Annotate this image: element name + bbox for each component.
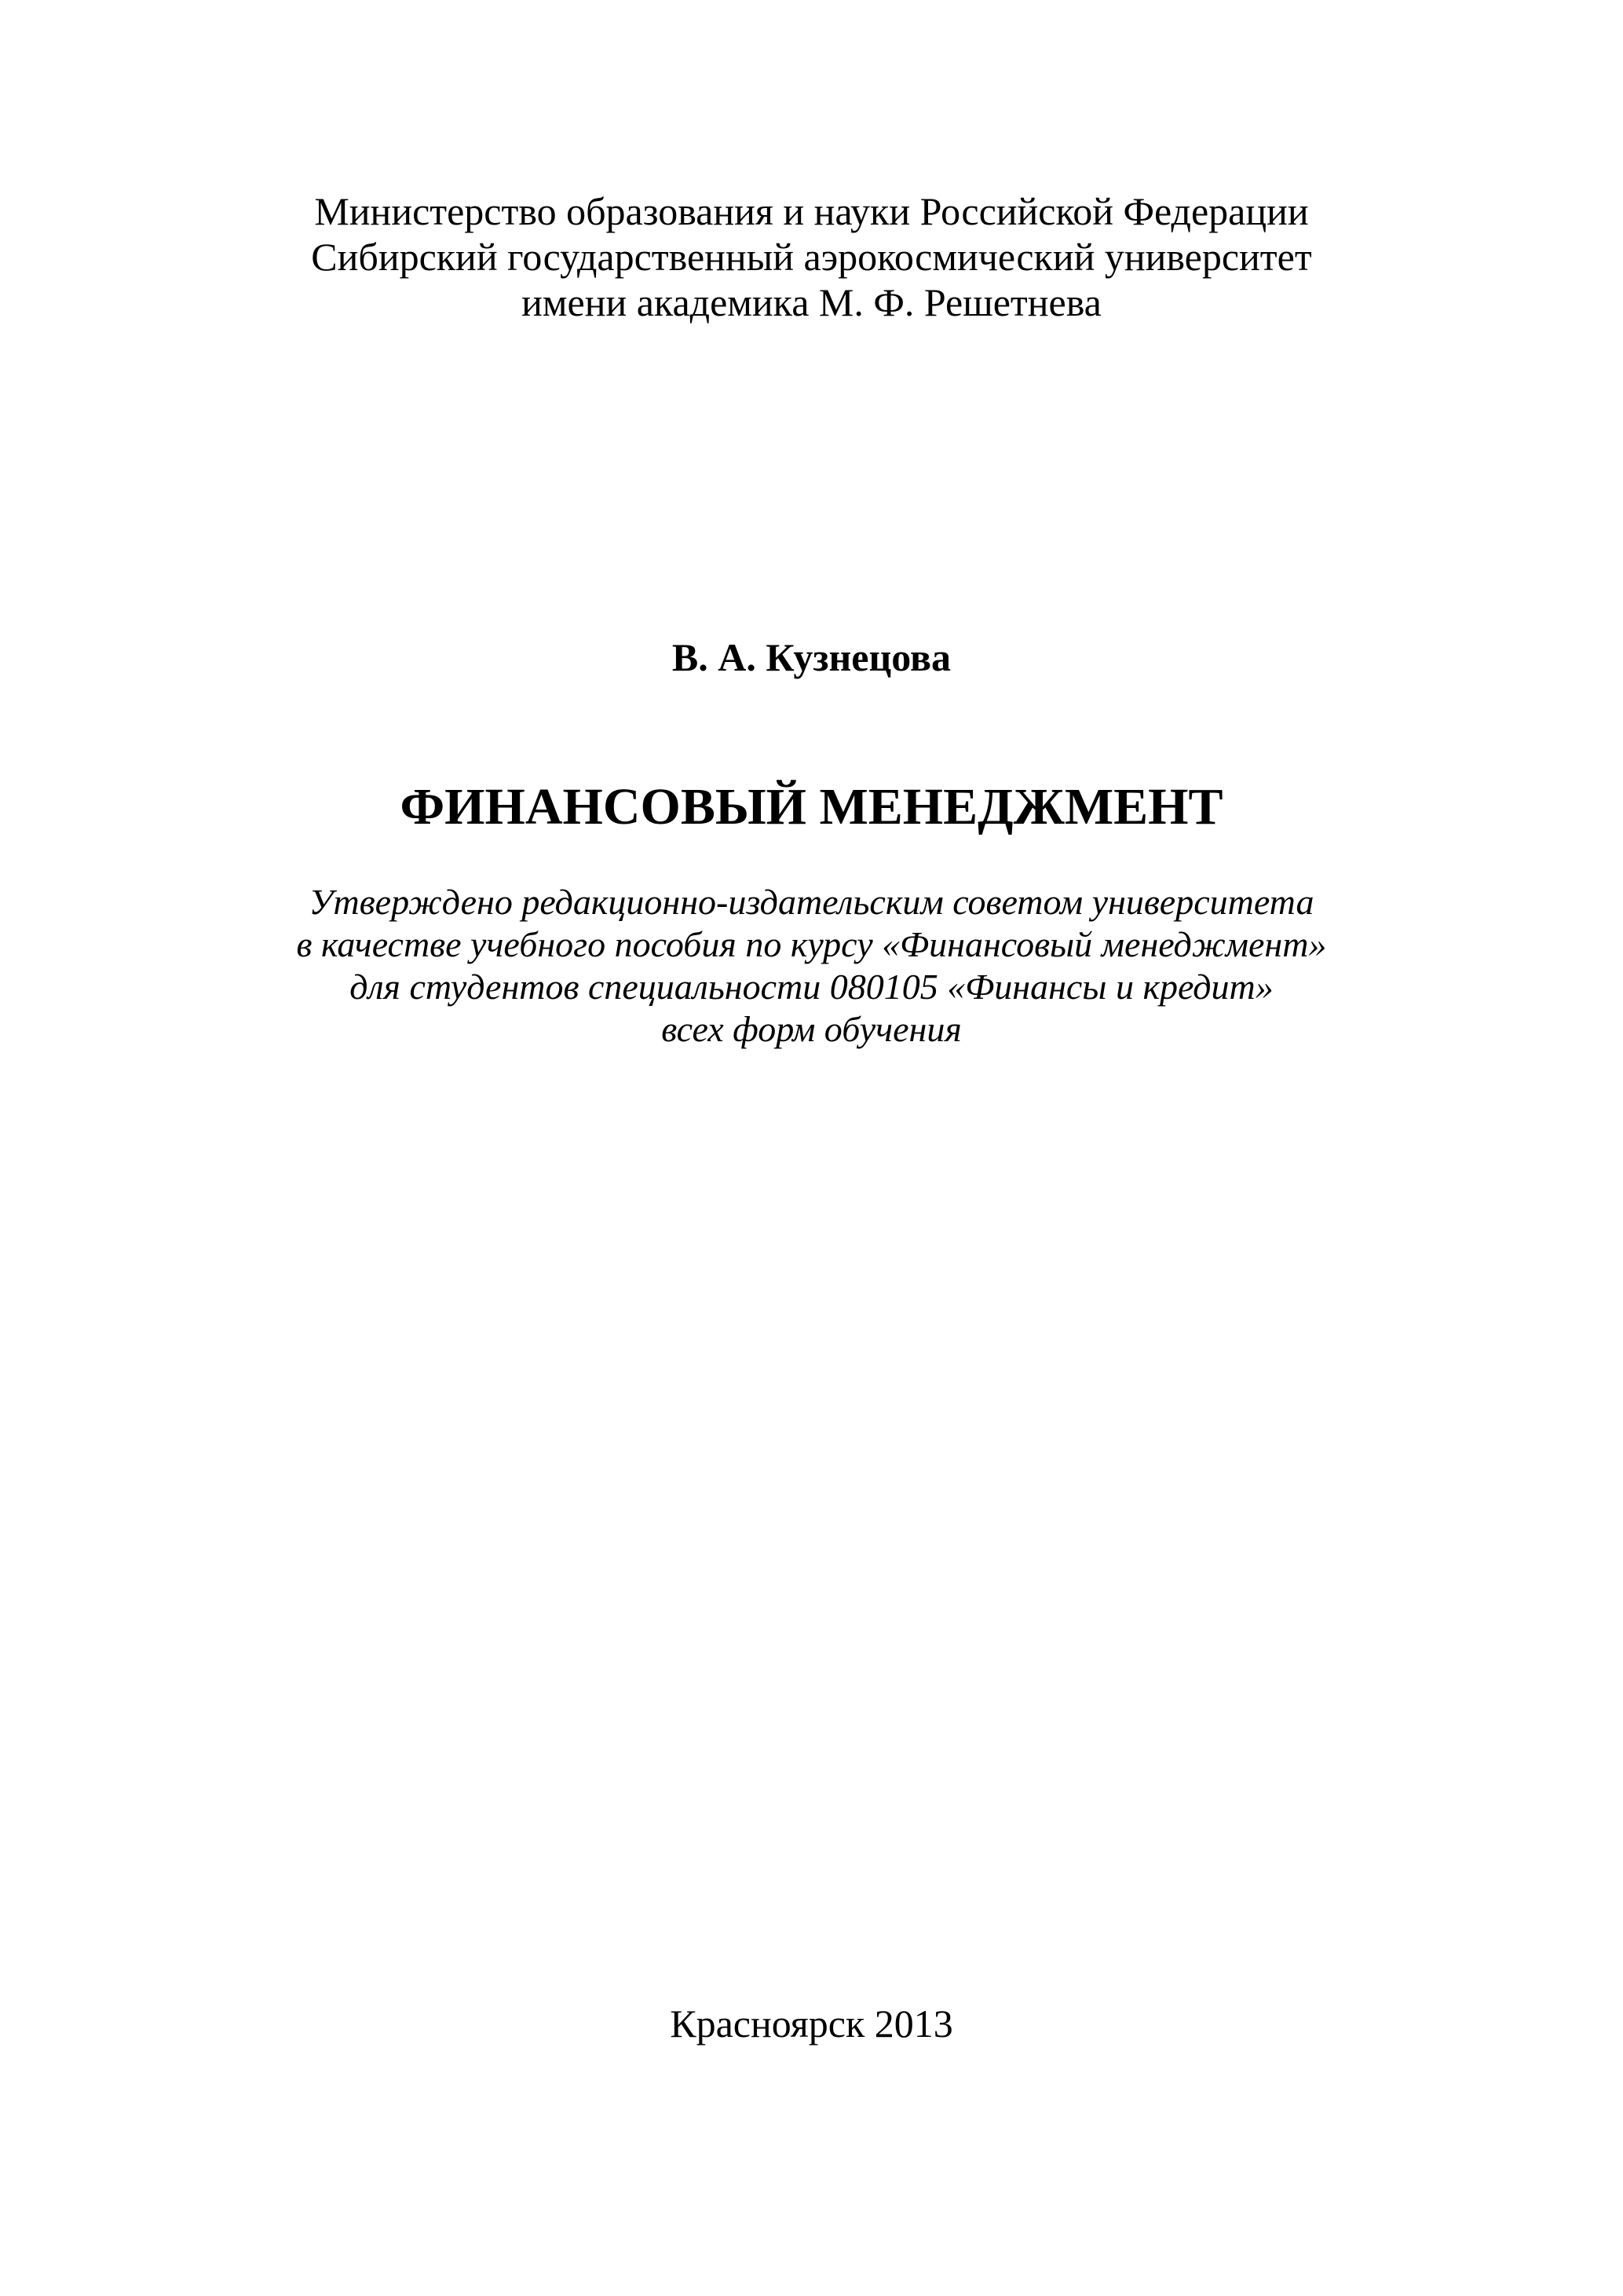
author-name: В. А. Кузнецова [671,635,952,679]
approval-line: всех форм обучения [661,1009,962,1049]
document-title: ФИНАНСОВЫЙ МЕНЕДЖМЕНТ [400,778,1223,835]
university-name-line: имени академика М. Ф. Решетнева [521,280,1102,324]
institution-header [0,188,1623,325]
city-year: Красноярск 2013 [670,2002,953,2046]
ministry-line: Министерство образования и науки Российской Федерации [314,189,1309,233]
university-line: Сибирский государственный аэрокосмический университет [311,235,1312,279]
approval-statement [0,881,1623,1051]
approval-line: для студентов специальности 080105 «Финансы и кредит» [349,967,1274,1007]
approval-line: Утверждено редакционно-издательским советом университета [309,882,1314,922]
approval-line: в качестве учебного пособия по курсу «Финансовый менеджмент» [296,924,1327,964]
